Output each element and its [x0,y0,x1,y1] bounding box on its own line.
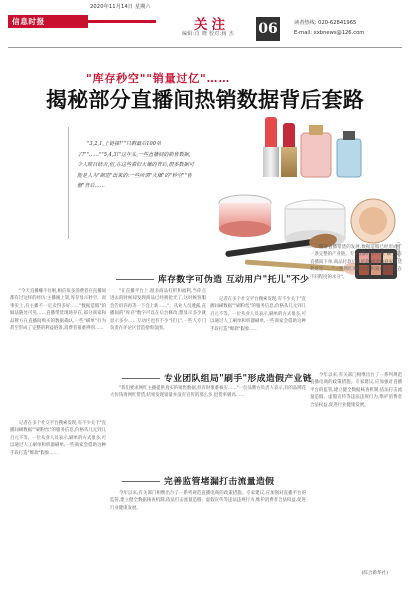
logo-text: 信息时报 [12,17,45,26]
subhead-1-text: 库存数字可伪造 互动用户"托儿"不少 [158,275,310,285]
subhead-rule [122,378,160,379]
body-paragraph: "在直播平台上,很多商品打折和福利,当你点进去的时候却发现商品已经被抢光了,这时候客服会告诉你再等一下会上新……"。从业人员透露,直播间的"库存"数字可以在后台修改,想显示多少就显示多少……互动区也有不少"托儿",一些人专门负责在评论区营造抢购氛围。 [110,289,206,332]
photo-caption: (网络图) [395,242,400,260]
logo-rule [88,20,156,23]
body-column-3 [210,296,306,368]
masthead [8,13,402,46]
subhead-rule [116,279,154,280]
article-intro [68,127,200,239]
article-kicker: "库存秒空""销量过亿"…… [86,72,231,85]
body-paragraph: 今年以来,有关部门相继出台了一系列规范直播电商的政策措施。专家建议,应加强对直播平台的监管,建立健全数据核查机制,依法打击流量造假、虚假宣传等违法违规行为,维护消费者合法权益,促进行业健康发展。 [110,491,306,511]
contact-phone: 读者热线: 020-62841965 [294,20,357,26]
article-headline: 揭秘部分直播间热销数据背后套路 [46,87,364,112]
subhead-1 [112,272,309,285]
editor-line: 编辑:肖 晓 校对:杨 杰 [182,31,235,37]
body-paragraph: 随着直播带货的发展,数据造假已经形成了一条完整的产业链。专业团队组织大量"刷手"在直播间下单,商品付款后再退款,或者由商家将货款返还……"一些网红的粉丝数和观看量都存在不同程度的水分"。 [310,245,402,280]
subhead-rule [122,481,160,482]
dateline: 2020年11月14日 星期六 [90,4,151,10]
body-column-4 [310,244,402,368]
body-column-6 [310,372,402,562]
subhead-2 [118,371,312,384]
contact-email: E-mail: xxbnews@126.com [294,30,365,36]
newspaper-logo [8,15,88,28]
intro-text: "3,2,1,上链接!""只剩最后100单了!""……""5,4,3!"这年头,一些直播间的销售数据,令人瞠目结舌,但,在这些看似火爆的背后,很多数据可能是人为"制造"出来的:一些所谓"火爆"的"秒空""售罄"背后…… [77,141,194,190]
article-byline: (综合新华社) [361,571,388,576]
body-paragraph: 今年以来,有关部门相继出台了一系列规范直播电商的政策措施。专家建议,应加强对直播平台的监管,建立健全数据核查机制,依法打击流量造假、虚假宣传等违法违规行为,维护消费者合法权益,促进行业健康发展。 [310,373,402,408]
body-paragraph: "今天直播赚不住啦,相信很多消费者在直播间都有过这样的经历:主播刚上架,库存显示秒空。而事实上,有主播不一定卖得多好……"数据造假"的做法随处可见……直播带货现场存在,部分商家和品牌方在直播间购买的数据确认,一些"刷单"行为甚至形成了完整的利益链条,消费者很难辨别…… [10,289,106,332]
subhead-3-text: 完善监管堵漏打击流量造假 [164,477,275,487]
header-divider [8,47,402,48]
body-paragraph: 记者在多个社交平台搜索发现,有不少关于"直播间刷数据""刷粉丝"的服务信息,价格从几元到几百元不等。一位从业人员表示,刷单的方式很多,可以通过人工刷单和机器刷单,一些商家会借助这种手段打造"爆款"假象…… [210,297,306,332]
subhead-3 [118,474,274,487]
body-column-7 [10,420,106,568]
body-paragraph: 记者在多个社交平台搜索发现,有不少关于"直播间刷数据""刷粉丝"的服务信息,价格从几元到几百元不等。一位从业人员表示,刷单的方式很多,可以通过人工刷单和机器刷单,一些商家会借助这种手段打造"爆款"假象…… [10,421,106,456]
body-column-8 [110,490,306,566]
subhead-2-text: 专业团队组局"刷手"形成造假产业链 [164,374,312,384]
section-title: 关注 [194,17,229,33]
body-paragraph: "我们要求网红主播提供真实的销售数据,但有时很难核实……"一位品牌方负责人表示,有的品牌花大价钱请网红带货,结果发现销量并没有宣传的那么多,退货率极高…… [110,386,306,399]
body-column-1 [10,288,106,416]
body-column-5 [110,385,306,471]
contact-info [294,18,364,38]
body-column-2 [110,288,206,368]
page-number: 06 [256,17,280,41]
